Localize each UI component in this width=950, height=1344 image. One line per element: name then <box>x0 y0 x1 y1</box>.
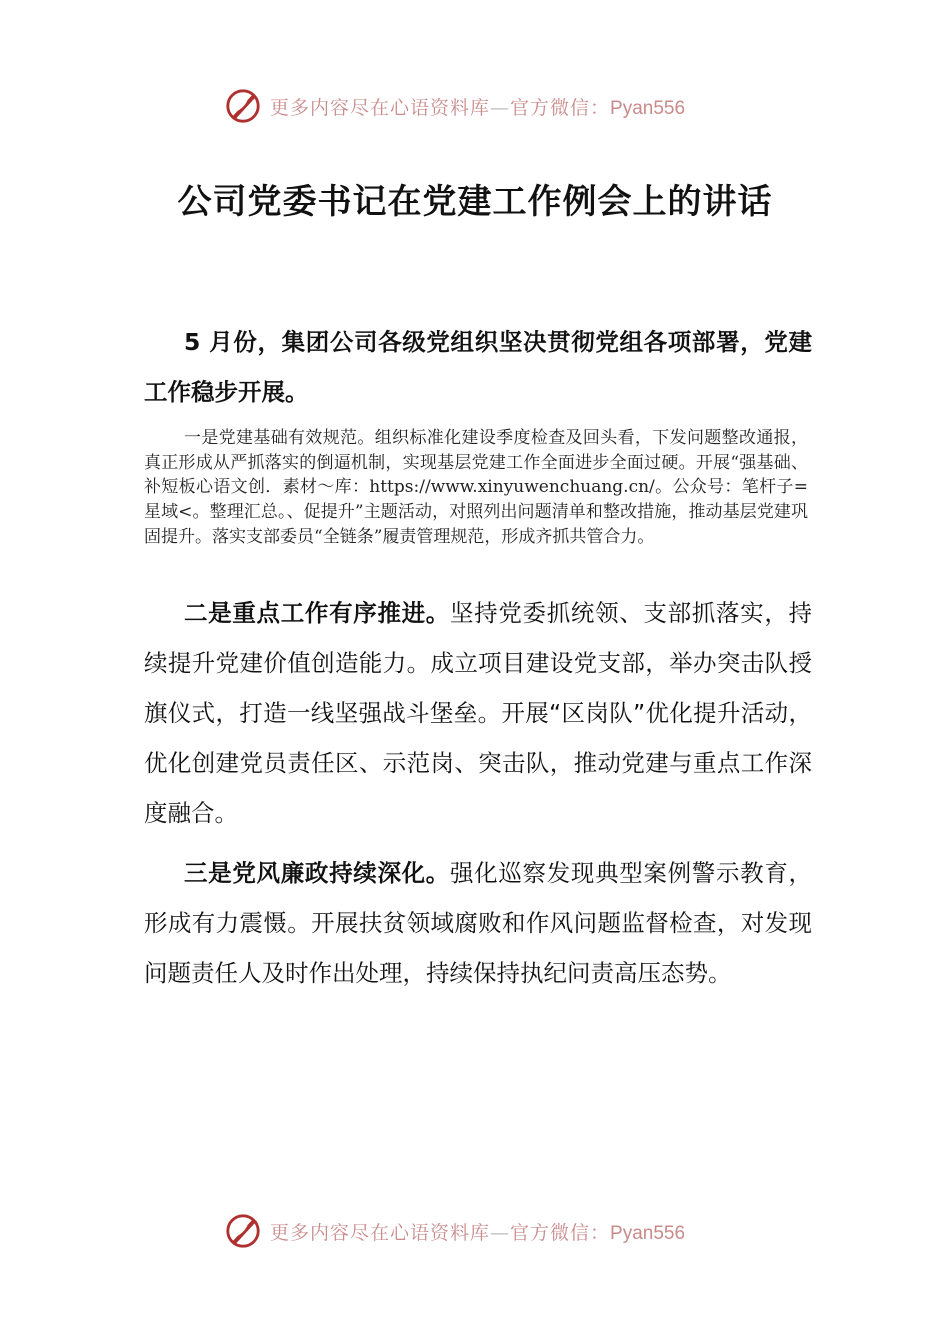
footer-banner <box>224 1209 685 1253</box>
banner-text <box>270 93 685 120</box>
banner-separator: — <box>490 96 511 119</box>
section1-paragraph: 一是党建基础有效规范。组织标准化建设季度检查及回头看，下发问题整改通报，真正形成从严抓落实的倒逼机制，实现基层党建工作全面进步全面过硬。开展“强基础、补短板心语文创．素材～库：https://www.xinyuwenchuang.cn/。公众号：笔杆子=星域<。整理汇总。、促提升”主题活动，对照列出问题清单和整改措施，推动基层党建巩固提升。落实支部委员“全链条”履责管理规范，形成齐抓共管合力。 <box>144 428 808 547</box>
pen-logo-icon <box>224 1212 262 1250</box>
header-banner <box>224 84 685 128</box>
banner-wechat-label: 官方微信： <box>510 1221 611 1244</box>
banner-separator: — <box>490 1221 511 1244</box>
banner-main: 更多内容尽在心语资料库 <box>270 1221 491 1244</box>
page-title: 公司党委书记在党建工作例会上的讲话 <box>177 182 773 222</box>
intro-paragraph: 5 月份，集团公司各级党组织坚决贯彻党组各项部署，党建工作稳步开展。 <box>144 328 812 406</box>
banner-wechat-id: Pyan556 <box>610 1222 686 1244</box>
section2-paragraph <box>144 588 812 838</box>
banner-wechat-id: Pyan556 <box>610 97 686 119</box>
section2-lead: 二是重点工作有序推进。 <box>184 599 450 627</box>
section3-body: 强化巡察发现典型案例警示教育，形成有力震慑。开展扶贫领域腐败和作风问题监督检查，对发现问题责任人及时作出处理，持续保持执纪问责高压态势。 <box>144 859 813 987</box>
section3-paragraph <box>144 848 812 998</box>
section2-body: 坚持党委抓统领、支部抓落实，持续提升党建价值创造能力。成立项目建设党支部，举办突击队授旗仪式，打造一线坚强战斗堡垒。开展“区岗队”优化提升活动，优化创建党员责任区、示范岗、突击队，推动党建与重点工作深度融合。 <box>144 599 813 827</box>
pen-logo-icon <box>224 87 262 125</box>
section3-lead: 三是党风廉政持续深化。 <box>184 859 450 887</box>
banner-wechat-label: 官方微信： <box>510 96 611 119</box>
banner-text <box>270 1218 685 1245</box>
banner-main: 更多内容尽在心语资料库 <box>270 96 491 119</box>
